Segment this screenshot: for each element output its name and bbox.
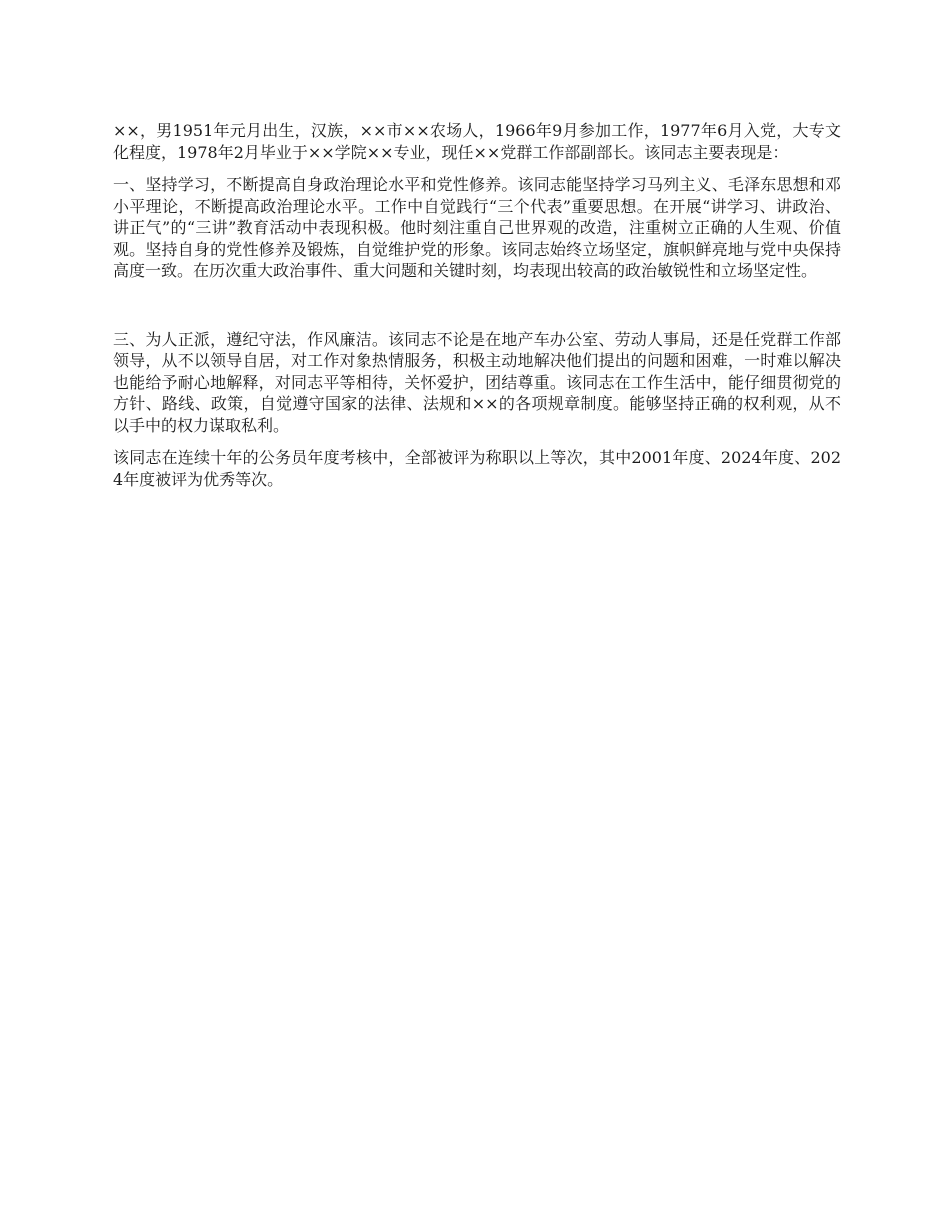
intro-paragraph: ××，男1951年元月出生，汉族，××市××农场人，1966年9月参加工作，1977年6月入党，大专文化程度，1978年2月毕业于××学院××专业，现任××党群工作部副部长。该同志主要表现是： xyxy=(113,121,841,162)
document-body xyxy=(113,120,841,501)
section-gap xyxy=(113,293,841,329)
section-one-paragraph: 一、坚持学习，不断提高自身政治理论水平和党性修养。该同志能坚持学习马列主义、毛泽东思想和邓小平理论，不断提高政治理论水平。工作中自觉践行“三个代表”重要思想。在开展“讲学习、讲政治、讲正气”的“三讲”教育活动中表现积极。他时刻注重自己世界观的改造，注重树立正确的人生观、价值观。坚持自身的党性修养及锻炼，自觉维护党的形象。该同志始终立场坚定，旗帜鲜亮地与党中央保持高度一致。在历次重大政治事件、重大问题和关键时刻，均表现出较高的政治敏锐性和立场坚定性。 xyxy=(113,175,841,280)
section-three-paragraph: 三、为人正派，遵纪守法，作风廉洁。该同志不论是在地产车办公室、劳动人事局，还是任党群工作部领导，从不以领导自居，对工作对象热情服务，积极主动地解决他们提出的问题和困难，一时难以解决也能给予耐心地解释，对同志平等相待，关怀爱护，团结尊重。该同志在工作生活中，能仔细贯彻党的方针、路线、政策，自觉遵守国家的法律、法规和××的各项规章制度。能够坚持正确的权利观，从不以手中的权力谋取私利。 xyxy=(113,329,841,435)
conclusion-paragraph: 该同志在连续十年的公务员年度考核中，全部被评为称职以上等次，其中2001年度、2024年度、2024年度被评为优秀等次。 xyxy=(113,448,841,489)
